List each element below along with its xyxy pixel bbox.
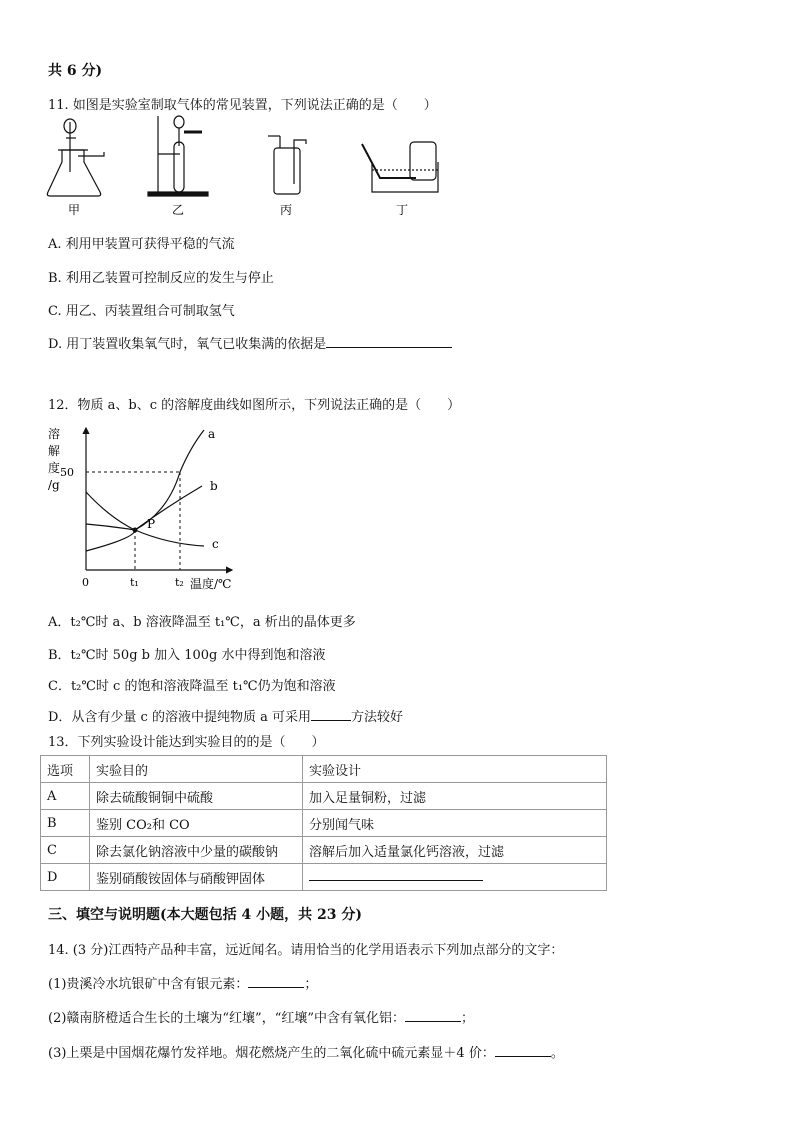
section-tail-heading: 共 6 分) [48,63,103,79]
q12-option-d-text: D．从含有少量 c 的溶液中提纯物质 a 可采用 [48,710,311,725]
q14-item-2 [48,1007,474,1026]
section-title: 三、填空与说明题(本大题包括 4 小题，共 23 分) [48,907,362,923]
label-yi: 乙 [172,203,185,217]
apparatus-jia [47,119,104,196]
q14-item-2-text: (2)赣南脐橙适合生长的土壤为“红壤”，“红壤”中含有氧化铝： [48,1011,405,1026]
q12-option-b: B．t₂℃时 50g b 加入 100g 水中得到饱和溶液 [48,648,326,663]
table-row [41,810,607,837]
apparatus-yi [148,116,208,196]
answer-blank[interactable] [495,1056,551,1057]
curve-b [86,486,202,530]
label-ding: 丁 [396,203,409,217]
q11-option-d-text: D. 用丁装置收集氧气时，氧气已收集满的依据是 [48,337,327,352]
q12-option-a: A．t₂℃时 a、b 溶液降温至 t₁℃，a 析出的晶体更多 [48,615,356,630]
origin-label: 0 [82,576,89,589]
answer-blank[interactable] [311,720,351,721]
row-purpose: 鉴别硝酸铵固体与硝酸钾固体 [90,864,303,891]
row-design: 加入足量铜粉，过滤 [303,783,607,810]
row-purpose: 鉴别 CO₂和 CO [90,810,303,837]
row-design: 分别闻气味 [303,810,607,837]
q14-item-1-text: (1)贵溪冷水坑银矿中含有银元素： [48,977,249,992]
q14-item-3 [48,1042,564,1061]
series-label-b: b [210,479,218,493]
series-label-c: c [212,537,219,551]
apparatus-bing [268,136,306,194]
header-purpose: 实验目的 [90,756,303,783]
y-axis-label-char: 溶 [48,427,61,441]
q13-stem: 13．下列实验设计能达到实验目的的是（ ） [48,735,325,750]
row-option: C [41,837,90,864]
q12-option-d [48,706,403,725]
x-axis-label: 温度/℃ [190,577,232,591]
q11-stem: 11. 如图是实验室制取气体的常见装置，下列说法正确的是（ ） [48,98,437,113]
row-purpose: 除去硫酸铜铜中硫酸 [90,783,303,810]
q12-stem: 12．物质 a、b、c 的溶解度曲线如图所示，下列说法正确的是（ ） [48,398,461,413]
label-jia: 甲 [68,203,81,217]
q11-option-d [48,333,452,352]
answer-blank[interactable] [326,347,452,348]
row-design [303,864,607,891]
row-option: D [41,864,90,891]
point-p-label: P [147,517,156,531]
series-label-a: a [208,427,216,441]
q11-option-b: B. 利用乙装置可控制反应的发生与停止 [48,271,274,286]
curve-a [86,430,204,551]
row-option: B [41,810,90,837]
q11-apparatus-figure [40,112,450,224]
y-tick-50: 50 [60,466,74,479]
header-design: 实验设计 [303,756,607,783]
q14-item-3-end: 。 [550,1046,564,1061]
x-tick-t1: t₁ [130,576,139,589]
q11-option-c: C. 用乙、丙装置组合可制取氢气 [48,304,235,319]
y-axis-label-char: 度 [48,461,61,475]
curve-c [86,492,204,546]
q13-table [40,755,607,891]
q12-option-c: C．t₂℃时 c 的饱和溶液降温至 t₁℃仍为饱和溶液 [48,679,336,694]
y-axis-label-char: 解 [48,444,61,458]
point-p [133,528,138,533]
q11-option-a: A. 利用甲装置可获得平稳的气流 [48,237,235,252]
x-tick-t2: t₂ [175,576,184,589]
apparatus-ding [362,142,438,192]
q14-item-2-end: ； [461,1011,475,1026]
q14-item-1 [48,973,317,992]
row-purpose: 除去氯化钠溶液中少量的碳酸钠 [90,837,303,864]
answer-blank[interactable] [405,1021,461,1022]
table-row [41,837,607,864]
table-row [41,864,607,891]
q14-stem: 14. (3 分)江西特产品种丰富，远近闻名。请用恰当的化学用语表示下列加点部分的文字： [48,943,564,958]
y-axis-label-char: /g [48,478,60,492]
table-row [41,783,607,810]
label-bing: 丙 [280,203,293,217]
table-header-row [41,756,607,783]
solubility-chart [40,420,240,596]
row-option: A [41,783,90,810]
q12-option-d-tail: 方法较好 [350,710,403,725]
row-design: 溶解后加入适量氯化钙溶液，过滤 [303,837,607,864]
header-option: 选项 [41,756,90,783]
q14-item-1-end: ； [304,977,318,992]
q14-item-3-text: (3)上栗是中国烟花爆竹发祥地。烟花燃烧产生的二氧化硫中硫元素显＋4 价： [48,1046,495,1061]
answer-blank[interactable] [309,880,483,881]
answer-blank[interactable] [248,987,304,988]
